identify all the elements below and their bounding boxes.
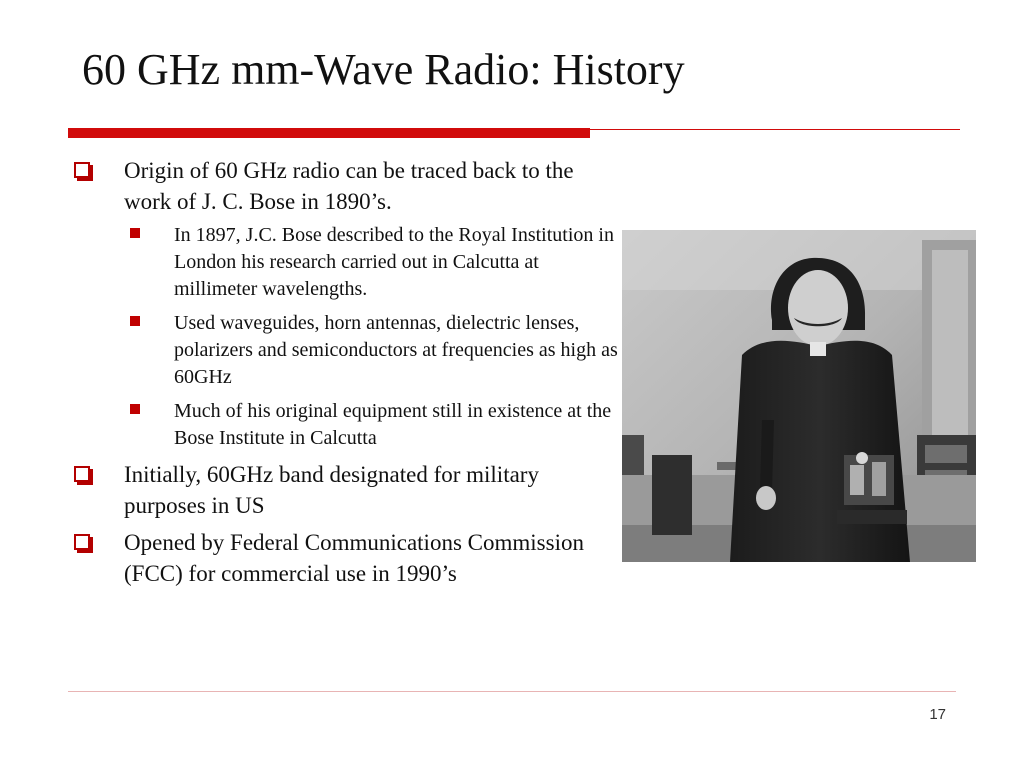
sub-bullet-waveguides (124, 310, 619, 391)
filled-square-bullet-icon (130, 404, 140, 414)
sub-bullet-royal-institution-text: In 1897, J.C. Bose described to the Royal Institution in London his research carried out in Calcutta at millimeter wavelengths. (174, 224, 614, 300)
sub-bullet-waveguides-text: Used waveguides, horn antennas, dielectric lenses, polarizers and semiconductors at frequencies as high as 60GHz (174, 312, 618, 388)
footer-rule (68, 691, 956, 692)
bullet-list (74, 155, 619, 595)
sub-bullet-equipment (124, 398, 619, 452)
filled-square-bullet-icon (130, 228, 140, 238)
hollow-square-bullet-icon (74, 162, 90, 178)
page-number: 17 (929, 706, 946, 723)
sub-bullet-royal-institution (124, 222, 619, 303)
sub-bullet-equipment-text: Much of his original equipment still in existence at the Bose Institute in Calcutta (174, 400, 612, 449)
bullet-fcc (74, 527, 619, 589)
bullet-military-text: Initially, 60GHz band designated for military purposes in US (124, 462, 539, 518)
bullet-origin-text: Origin of 60 GHz radio can be traced back to the work of J. C. Bose in 1890’s. (124, 158, 574, 214)
title-underline-thick (68, 128, 590, 138)
sub-bullet-list (124, 222, 619, 452)
bullet-military (74, 459, 619, 521)
title-underline-thin (590, 129, 960, 130)
filled-square-bullet-icon (130, 316, 140, 326)
bullet-fcc-text: Opened by Federal Communications Commission (FCC) for commercial use in 1990’s (124, 530, 584, 586)
hollow-square-bullet-icon (74, 466, 90, 482)
bose-photo (622, 230, 976, 562)
bullet-origin (74, 155, 619, 452)
hollow-square-bullet-icon (74, 534, 90, 550)
slide-title: 60 GHz mm-Wave Radio: History (82, 45, 685, 94)
